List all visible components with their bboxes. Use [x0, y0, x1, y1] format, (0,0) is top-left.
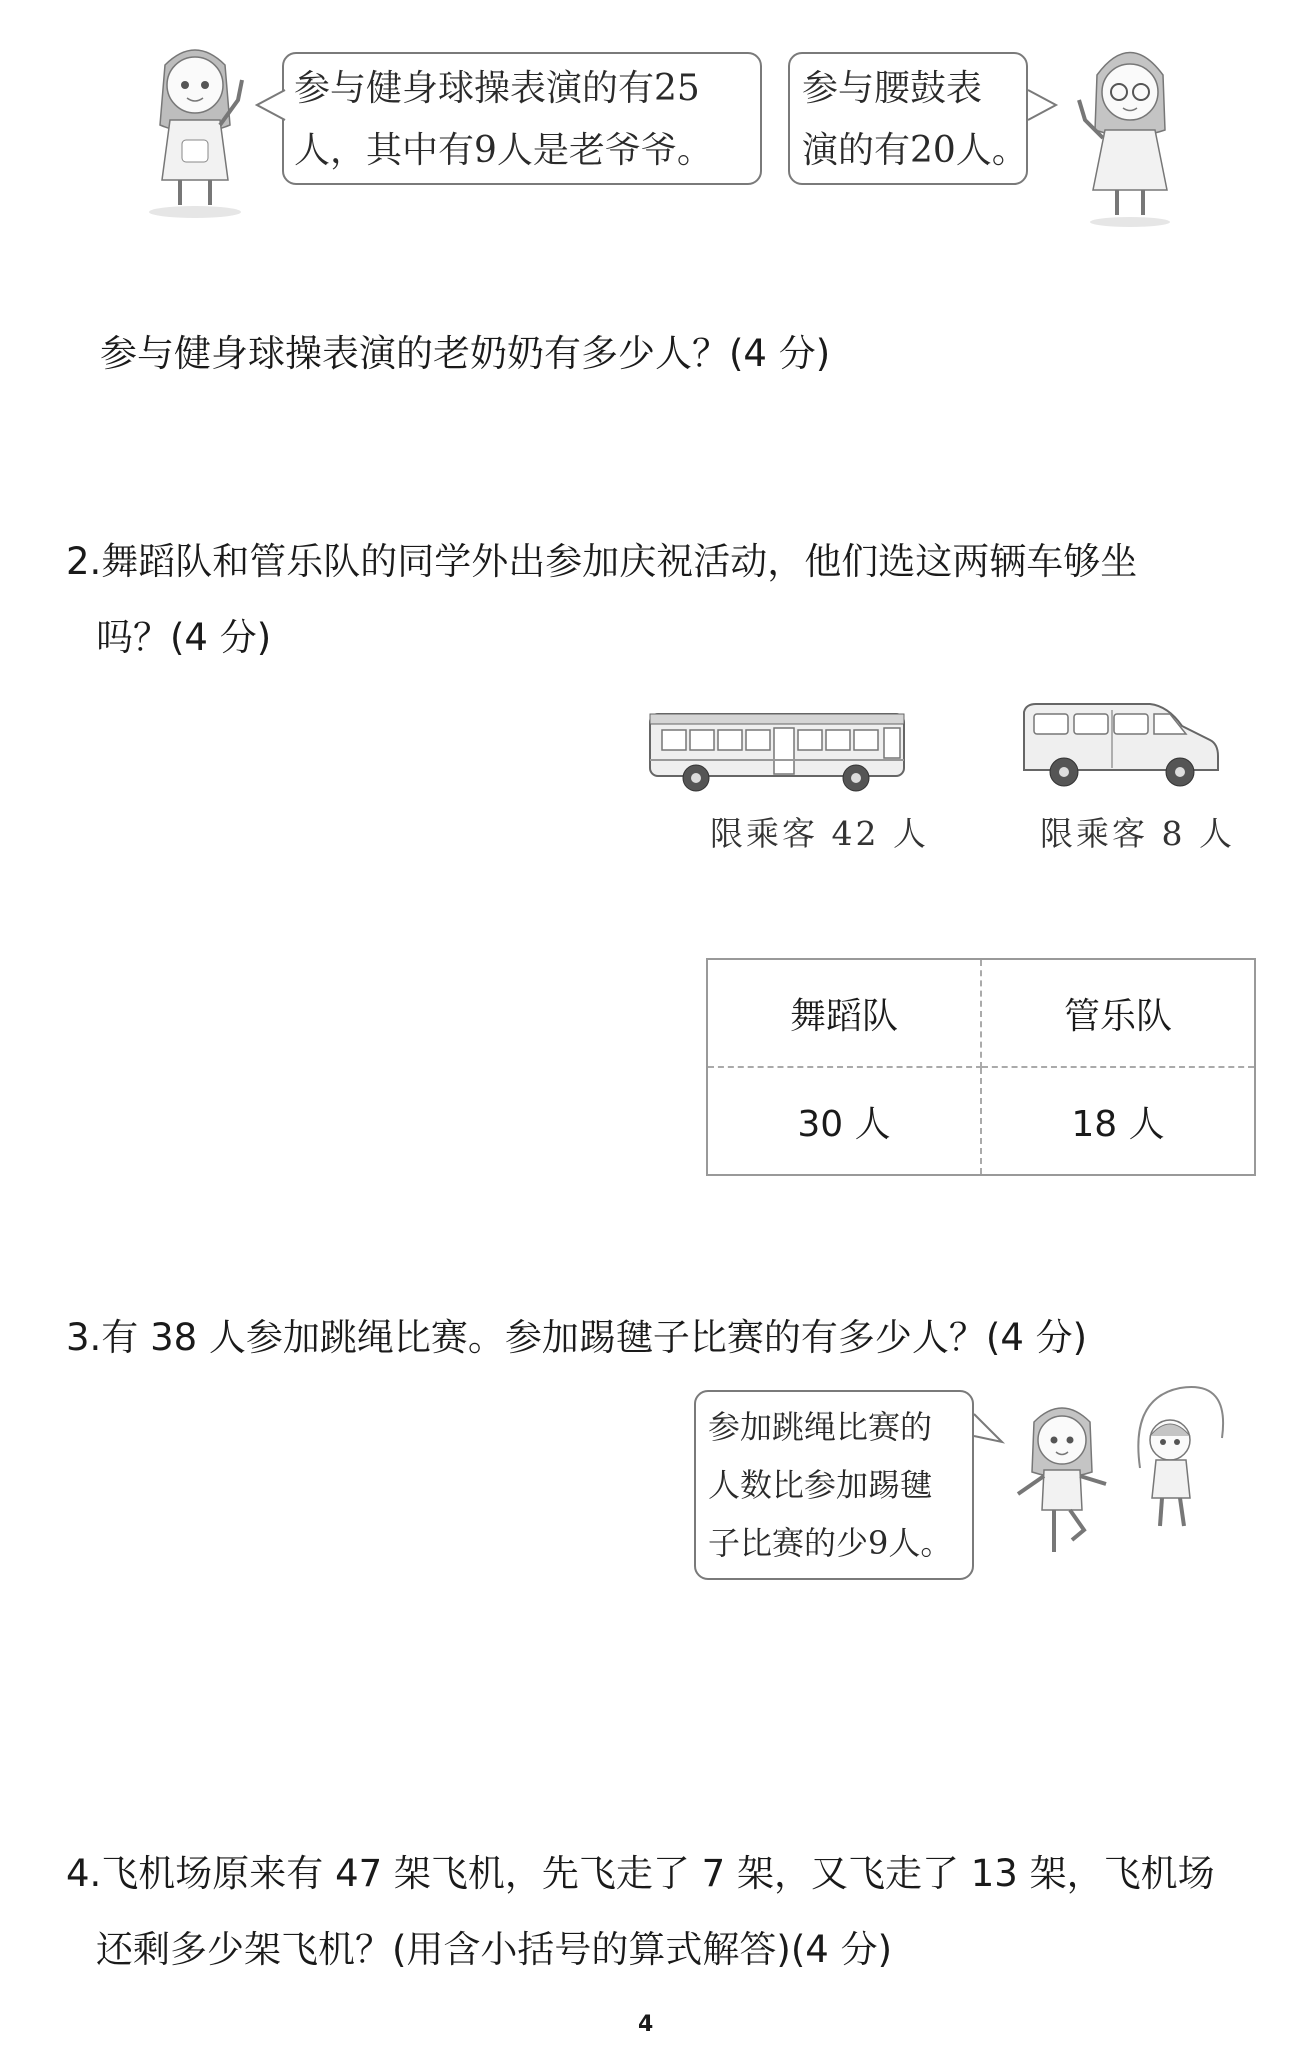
girl-figure-icon — [140, 30, 250, 220]
bubble-line: 子比赛的少9人。 — [708, 1524, 953, 1562]
girl-jumping-rope-illustration — [1130, 1378, 1230, 1542]
q4-line1: 4.飞机场原来有 47 架飞机，先飞走了 7 架，又飞走了 13 架，飞机场 — [66, 1852, 1215, 1895]
bubble-line: 参与健身球操表演的有25 — [294, 68, 700, 109]
q1-question: 参与健身球操表演的老奶奶有多少人？(4 分) — [100, 332, 831, 375]
bus-image — [648, 710, 906, 798]
table-header-band: 管乐队 — [981, 959, 1255, 1067]
q3-line1: 3.有 38 人参加跳绳比赛。参加踢毽子比赛的有多少人？(4 分) — [66, 1316, 1088, 1359]
speech-bubble-exercise-ball — [282, 52, 762, 185]
q4-line2: 还剩多少架飞机？(用含小括号的算式解答)(4 分) — [96, 1928, 893, 1971]
girl-jump-rope-icon — [1130, 1378, 1230, 1538]
bubble-line: 参与腰鼓表 — [802, 68, 983, 109]
team-count-table — [706, 958, 1256, 1176]
table-row — [707, 1067, 1255, 1175]
bus-capacity-caption: 限乘客 42 人 — [710, 814, 929, 853]
bubble-tail-q3-icon — [972, 1412, 1006, 1446]
van-image — [1020, 700, 1220, 796]
van-capacity-caption: 限乘客 8 人 — [1040, 814, 1235, 853]
q2-line1: 2.舞蹈队和管乐队的同学外出参加庆祝活动，他们选这两辆车够坐 — [66, 540, 1138, 583]
girl-kicking-icon — [1012, 1392, 1112, 1557]
speech-bubble-waist-drum — [788, 52, 1028, 185]
bubble-line: 演的有20人。 — [802, 130, 1028, 171]
speech-bubble-jump-rope — [694, 1390, 974, 1580]
bus-icon — [648, 710, 906, 794]
page-number: 4 — [638, 2012, 654, 2037]
bubble-line: 人数比参加踢毽 — [708, 1466, 933, 1504]
table-row — [707, 959, 1255, 1067]
girl-left-illustration — [140, 30, 250, 220]
table-cell-dance: 30 人 — [707, 1067, 981, 1175]
bubble-tail-left-icon — [255, 88, 287, 122]
table-header-dance: 舞蹈队 — [707, 959, 981, 1067]
girl-kicking-shuttlecock-illustration — [1012, 1392, 1112, 1561]
girl-with-glasses-icon — [1075, 30, 1185, 230]
bubble-line: 人，其中有9人是老爷爷。 — [294, 130, 713, 171]
bubble-tail-right-icon — [1026, 88, 1060, 122]
q2-line2: 吗？(4 分) — [96, 616, 272, 659]
bubble-line: 参加跳绳比赛的 — [708, 1408, 933, 1446]
table-cell-band: 18 人 — [1071, 1103, 1165, 1145]
van-icon — [1020, 700, 1220, 792]
girl-right-illustration — [1075, 30, 1185, 230]
